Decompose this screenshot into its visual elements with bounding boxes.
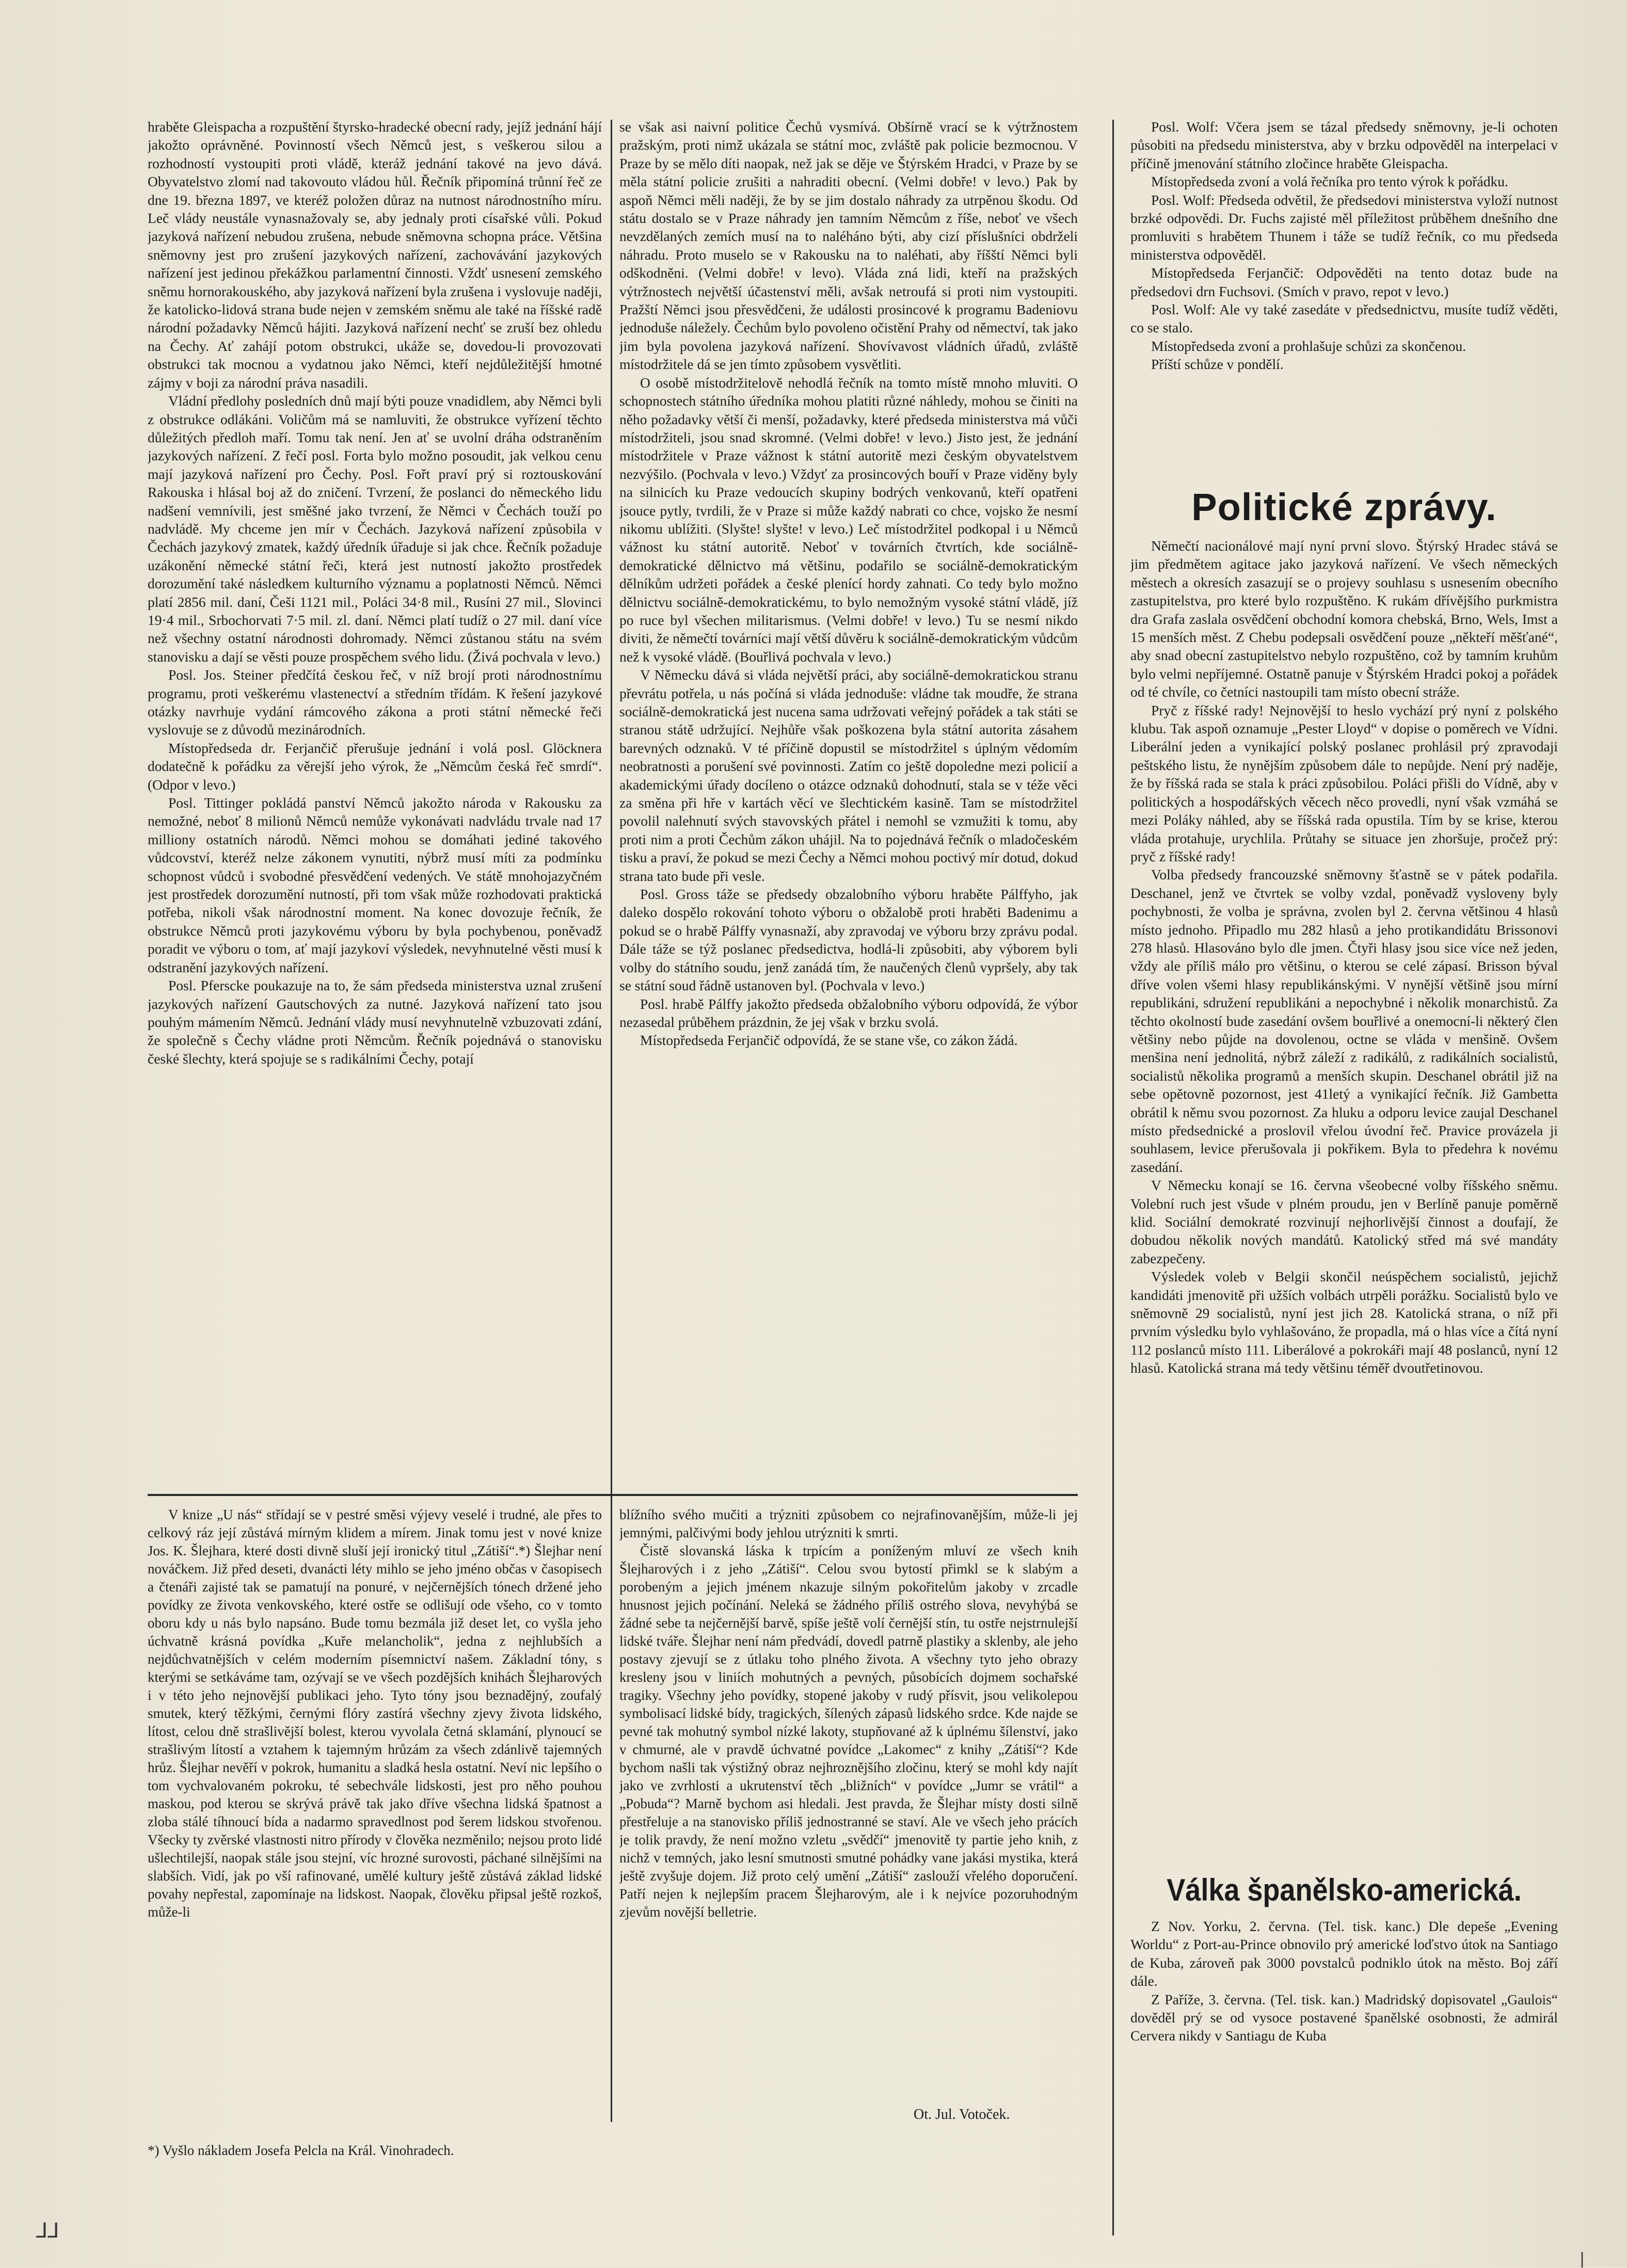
paragraph: Vládní předlohy posledních dnů mají býti pouze vnadidlem, aby Němci byli z obstrukce odlákáni. Voličům má se namluviti, že obstrukce vyřízení těchto důležitých předloh maří. Tomu tak není. Jen ať se uvolní dráha odstraněním jazykových nařízení. Z řečí posl. Forta bylo možno posoudit, jak velkou cenu mají jazyková nařízení pro Čechy. Posl. Fořt praví prý si roztouskování Rakouska i hlásal boj až do zničení. Tvrzení, že poslanci do německého lidu nadšení vemnívili, jest směšné jako tvrzení, že Němci v Čechách touží po nadvládě. My chceme jen mír v Čechách. Jazyková nařízení způsobila v Čechách jazykový zmatek, každý úředník úřaduje si jak chce. Řečník požaduje uzákonění německé státní řeči, která jest nutností jakožto prostředek dorozumění také následkem kulturního významu a poplatnosti Němců. Němci platí 2856 mil. daní, Češi 1121 mil., Poláci 34·8 mil., Rusíni 27 mil., Slovinci 19·4 mil., Srbochorvati 7·5 mil. zl. daní. Němci platí tudíž o 27 mil. daní více než všechny ostatní národnosti dohromady. Němci zůstanou státu na svém stanovisku a dají se věsti pouze prospěchem svého lidu. (Živá pochvala v levo.): [148, 393, 602, 665]
paragraph: Posl. Pferscke poukazuje na to, že sám předseda ministerstva uznal zrušení jazykových nařízení Gautschových za nutné. Jazyková nařízení tato jsou pouhým mámením Němců. Jednání vlády musí nevyhnutelně vzbuzovati zdání, že společně s Čechy vládne proti Němcům. Řečník pojednává o stanovisku české šlechty, která spojuje se s radikálními Čechy, potají: [148, 977, 602, 1067]
paragraph: V knize „U nás“ střídají se v pestré směsi výjevy veselé i trudné, ale přes to celkový ráz její zůstává mírným klidem a mírem. Jinak tomu jest v nové knize Jos. K. Šlejhara, které dosti divně sluší její ironický titul „Zátiší“.*) Šlejhar není nováčkem. Již před deseti, dvanácti léty mihlo se jeho jméno občas v časopisech a čtenáři zajisté tak se pamatují na ponuré, v nejčernějších tónech držené jeho povídky ze života venkovského, které ostře se odlišují ode všeho, co v tomto oboru kdy u nás bylo napsáno. Bude tomu bezmála již deset let, co vyšla jeho úchvatně krásná povídka „Kuře melancholik“, jedna z nejhlubších a nejdůchvatnějších v celém moderním písemnictví našem. Základní tóny, s kterými se setkáváme tam, ozývají se ve všech pozdějších knihách Šlejharových i v této jeho nejnovější publikaci jeho. Tyto tóny jsou beznadějný, zoufalý smutek, který těžkými, černými flóry zastírá všechny zjevy života lidského, lítost, celou dně strašlivější bolest, kterou vyvolala četná sklamání, plynoucí se strašlivým lítostí a vztahem k tajemným hrůzám za všech zdánlivě tajemných hrůz. Šlejhar nevěří v pokrok, humanitu a sladká hesla ostatní. Neví nic lepšího o tom vychvalovaném pokroku, té sebechvále lidskosti, jest pro něho pouhou maskou, pod kterou se skrývá právě tak jako dříve všechna lidská špatnost a zloba stálé tíhnoucí bída a nadarmo spravedlnost pod šerem lidskou stvořenou. Všecky ty zvěrské vlastnosti nitro přírody v člověka nezměnilo; nejsou proto lidé ušlechtilejší, naopak stále jsou stejní, víc hrozné surovosti, páchané silnějšími na slabších. Vidí, jak po vší rafinované, umělé kultury ještě zůstává základ lidské povahy nepřestal, zapomínaje na lidskost. Naopak, člověku připsal ještě rozkoš, může-li: [148, 1507, 602, 1920]
paragraph: Posl. hrabě Pálffy jakožto předseda obžalobního výboru odpovídá, že výbor nezasedal průběhem prázdnin, že jej však v brzku svolá.: [619, 995, 1078, 1030]
paragraph: Volba předsedy francouzské sněmovny šťastně se v pátek podařila. Deschanel, jenž ve čtvrtek se volby vzdal, poněvadž vysloveny byly pochybnosti, že volba je správna, zvolen byl 2. června většinou 4 hlasů místo jednoho. Připadlo mu 282 hlasů a jeho protikandidátu Brissonovi 278 hlasů. Hlasováno bylo dle jmen. Čtyři hlasy jsou sice více než jeden, vždy ale příliš málo pro většinu, o kterou se celé zápasí. Brisson býval dříve volen všemi hlasy republikánskými. V nynější většině jsou mírní republikáni, sdružení republikáni a nepochybné i několik monarchistů. Za těchto okolností bude zasedání ovšem bouřlivé a onemocní-li některý člen většiny nebo půjde na dovolenou, octne se vláda v menšině. Ovšem menšina není jednolitá, nýbrž záleží z radikálů, z radikálních socialistů, socialistů několika programů a menších skupin. Deschanel obrátil již na sebe opětovně pozornost, jest 41letý a vynikající řečník. Již Gambetta obrátil k němu svou pozornost. Za hluku a odporu levice zaujal Deschanel místo předsednické a proslovil vřelou úvodní řeč. Pravice provázela ji souhlasem, levice přerušovala ji pokřikem. Byla to předehra k novému zasedání.: [1130, 866, 1558, 1175]
paragraph: V Německu konají se 16. června všeobecné volby říšského sněmu. Volební ruch jest všude v plném proudu, jen v Berlíně panuje poměrně klid. Sociální demokraté rozvinují nejhorlivější činnost a doufají, že dobudou několik nových mandátů. Katolický střed má své mandáty zabezpečeny.: [1130, 1177, 1558, 1266]
paragraph: Z Paříže, 3. června. (Tel. tisk. kan.) Madridský dopisovatel „Gaulois“ dověděl prý se od vysoce postavené španělské osobnosti, že admirál Cervera nikdy v Santiagu de Kuba: [1130, 1991, 1558, 2044]
margin-scribble: ⅃⅃: [36, 2219, 59, 2243]
author-signature: Ot. Jul. Votoček.: [914, 2106, 1010, 2122]
valka-column: [1130, 1917, 1558, 2237]
paragraph: Místopředseda zvoní a volá řečníka pro tento výrok k pořádku.: [1151, 173, 1508, 190]
article-column-3: [1130, 118, 1558, 476]
paragraph: Posl. Jos. Steiner předčítá českou řeč, v níž brojí proti národnostnímu programu, proti veškerému vlastenectví a středním třídám. K řešení jazykové otázky navrhuje vydání rámcového zákona a proti státní německé řeči vyslovuje se z důvodů mezinárodních.: [148, 667, 602, 738]
paragraph: Čistě slovanská láska k trpícím a poníženým mluví ze všech knih Šlejharových i z jeho „Zátiší“. Celou svou bytostí přimkl se k slabým a porobeným a jejich jménem nkazuje silným pokořitelům jakoby v zrcadle hnusnost jejich počínání. Neleká se žádného příliš ostrého slova, nevyhýbá se žádné sebe ta nejčernější barvě, spíše ještě volí černější stín, tu ostře nejstrnulejší lidské tváře. Šlejhar není nám předvádí, dovedl patrně plastiky a sklenby, ale jeho postavy zjevují se z útlaku toho plného života. A všechny tyto jeho obrazy kresleny jsou v liniích mohutných a pevných, působících dojmem sochařské tragiky. Všechny jeho povídky, stopené jakoby v rudý přísvit, jsou velikolepou symbolisací lidské bídy, tragických, šílených zápasů lidského srdce. Kde najde se pevné tak mohutný symbol nízké lakoty, stupňované až k úplnému šílenství, jako v chmurné, ale v pravdě úchvatné povídce „Lakomec“ z knihy „Zátiší“? Kde bychom našli tak výstižný obraz nejhroznějšího zločinu, který se mohl kdy najít jako ve zvrhlosti a ukrutenství těch „bližních“ v povídce „Jumr se vrátil“ a „Pobuda“? Marně bychom asi hledali. Jest pravda, že Šlejhar místy dosti silně přestřeluje a na stanovisko příliš jednostranné se staví. Ale ve všech jeho prácích je tolik pravdy, že není možno vzletu „svědčí“ jmenovitě ty partie jeho knih, z nichž v temných, jako lesní smutnosti smutné pohádky vane jakási mystika, která ještě zvyšuje dojem. Již proto celý umění „Zátiší“ zaslouží vřelého doporučení. Patří nejen k nejlepším pracem Šlejharovým, ale i k nejvíce pozoruhodným zjevům novější belletrie.: [619, 1543, 1078, 1920]
paragraph: hraběte Gleispacha a rozpuštění štyrsko-hradecké obecní rady, jejíž jednání hájí jakožto oprávněné. Povinností všech Němců jest, s veškerou silou a rozhodností vystoupiti proti vládě, kteráž jednání takové na jevo dává. Obyvatelstvo zlomí nad takovouto vládou hůl. Řečník připomíná trůnní řeč ze dne 19. března 1897, ve kteréž položen důraz na nutnost národnostního míru. Leč vlády neustále vynasnažovaly se, aby jednaly proti císařské vůli. Pokud jazyková nařízení nebudou zrušena, nebude sněmovna schopna práce. Většina sněmovny jest pro zrušení jazykových nařízení, zachovávání jazykových nařízení jest jedinou překážkou parlamentní činnosti. Vždť usnesení zemského sněmu hornorakouského, aby jazyková nařízení byla zrušena i vyslovuje naději, že katolicko-lidová strana bude nejen v zemském sněmu ale také na říšské radě národní požadavky Němců hájiti. Jazyková nařízení nechť se zruší bez ohledu na Čechy. Ať zahájí potom obstrukci, ukáže se, dovedou-li provozovati obstrukci tak mocnou a vydatnou jako Němci, kteří nejdůležitější hmotné zájmy v boji za národní práva nasadili.: [148, 119, 602, 391]
paragraph: Výsledek voleb v Belgii skončil neúspěchem socialistů, jejichž kandidáti jmenovitě při užších volbách utrpěli porážku. Socialistů bylo ve sněmovně 29 socialistů, nyní jest jich 28. Katolická strana, o níž při prvním výsledku bylo vyhlašováno, že propadla, má o hlas více a čítá nyní 112 poslanců místo 111. Liberálové a pokrokáři mají 48 poslanců, nyní 12 hlasů. Katolická strana má tedy většinu téměř dvoutřetinovou.: [1130, 1268, 1558, 1376]
paragraph: O osobě místodržitelově nehodlá řečník na tomto místě mnoho mluviti. O schopnostech státního úředníka mohou platiti různé náhledy, mohou se činiti na něho požadavky větší či menší, požadavky, které předseda ministerstva má vůči místodržiteli, jsou snad skromné. (Velmi dobře! v levo.) Jisto jest, že jednání místodržitele v Praze vážnost k státní autoritě mezi českým obyvatelstvem nezvýšilo. (Pochvala v levo.) Vždyť za prosincových bouří v Praze viděny byly na silnicích ku Praze vedoucích skupiny bodrých venkovanů, kteří opatřeni jsouce pytly, tvrdili, že v Praze si může každý nabrati co chce, vojsko že nesmí nikomu ublížiti. (Slyšte! slyšte! v levo.) Leč místodržitel podkopal i u Němců vážnost ku státní autoritě. Neboť v továrních čtvrtích, kde sociálně-demokratické dělnictvo má většinu, podařilo se sociálně-demokratickým dělníkům udržeti pořádek a české plenící hordy zahnati. Co tedy bylo možno dělnictvu sociálně-demokratickému, to bylo nemožným vysoké státní vládě, jíž po ruce byl všechen militarismus. (Velmi dobře! v levo.) Tu se nesmí nikdo diviti, že němečtí továrníci mají větší důvěru k sociálně-demokratickým vůdcům než k vysoké vládě. (Bouřlivá pochvala v levo.): [619, 374, 1078, 665]
paragraph: Posl. Wolf: Včera jsem se tázal předsedy sněmovny, je-li ochoten působiti na předsedu ministerstva, aby v brzku odpověděl na interpelaci v příčině jmenování státního zločince hraběte Gleispacha.: [1130, 119, 1558, 171]
paragraph: Místopředseda dr. Ferjančič přerušuje jednání i volá posl. Glöcknera dodatečně k pořádku za věrejší jeho výrok, že „Němcům česká řeč smrdí“. (Odpor v levo.): [148, 739, 602, 793]
politicke-zpravy-column: [1130, 537, 1558, 1791]
feuilleton-column-1: [148, 1506, 602, 2125]
paragraph: Pryč z říšské rady! Nejnovější to heslo vychází prý nyní z polského klubu. Tak aspoň oznamuje „Pester Lloyd“ v dopise o poměrech ve Vídni. Liberální jeden a vynikající polský poslanec prohlásil prý zpravodaji peštského listu, že nynějším způsobem dále to nepůjde. Není prý naděje, že by říšská rada se stala k práci způsobilou. Poláci přišli do Vídně, aby v politických a hospodářských věcech něco provedli, nyní však vzmáhá se mezi Poláky náhled, aby se říšská rada opustila. Tím by se krise, kterou vláda protahuje, urychlila. Průtahy se situace jen zhoršuje, pročež prý: pryč z říšské rady!: [1130, 702, 1558, 864]
column-rule-right: [1112, 120, 1114, 2235]
feuilleton-column-2: [619, 1506, 1078, 2125]
paragraph: Posl. Gross táže se předsedy obzalobního výboru hraběte Pálffyho, jak daleko dospělo rokování tohoto výboru o obžalobě proti hraběti Badenimu a pokud se o hrabě Pálffy vynasnaží, aby zpravodaj ve výboru brzy zprávu podal. Dále táže se týž poslanec předsedictva, hodlá-li způsobiti, aby výborem byli volby do státního soudu, jenž zanádá tím, že naučených členů vypršely, aby tak se státní soud řádně ustanoven byl. (Pochvala v levo.): [619, 886, 1078, 994]
paragraph: Posl. Tittinger pokládá panství Němců jakožto národa v Rakousku za nemožné, neboť 8 milionů Němců nemůže vykonávati nadvládu trvale nad 17 milliony ostatních národů. Němci mohou se domáhati jediné takového vůdcovství, kteréž nelze zákonem vynutiti, nýbrž musí míti za podmínku schopnost vůdců i svobodné přesvědčení vedených. Ve státě mnohojazyčném jest prostředek dorozumění nutností, při tom však může rozhodovati praktická potřeba, nikoli však národnostní moment. Na konec dovozuje řečník, že obstrukce Němců proti jazykovému výboru by byla pochybenou, poněvadž poradit ve výboru o tom, ať mají jazykoví výsledek, nevyhnutelné věsti musí k odstranění jazykových nařízení.: [148, 795, 602, 975]
section-heading-politicke-zpravy: Politické zprávy.: [1191, 486, 1497, 528]
paragraph: Místopředseda Ferjančič odpovídá, že se stane vše, co zákon žádá.: [640, 1032, 1018, 1049]
paragraph: Z Nov. Yorku, 2. června. (Tel. tisk. kanc.) Dle depeše „Evening Worldu“ z Port-au-Prince obnovilo prý americké loďstvo útok na Santiago de Kuba, zároveň pak 3000 povstalců podniklo útok na město. Boj září dále.: [1130, 1918, 1558, 1989]
paragraph: Posl. Wolf: Předseda odvětil, že předsedovi ministerstva vyloží nutnost brzké odpovědi. Dr. Fuchs zajisté měl příležitost průběhem dnešního dne promluviti s hrabětem Thunem i táže se tudíž řečník, co mu předseda ministerstva odpověděl.: [1130, 191, 1558, 263]
section-heading-valka: Válka španělsko-americká.: [1167, 1873, 1522, 1907]
paragraph: Posl. Wolf: Ale vy také zasedáte v předsednictvu, musíte tudíž věděti, co se stalo.: [1130, 301, 1558, 336]
paragraph: Místopředseda zvoní a prohlašuje schůzi za skončenou.: [1151, 337, 1466, 354]
article-column-1: [148, 118, 602, 1459]
paragraph: Němečtí nacionálové mají nyní první slovo. Štýrský Hradec stává se jim předmětem agitace jako jazyková nařízení. Ve všech německých městech a okresích zasazují se o projevy souhlasu s usnesením obecního zastupitelstva, pro které bylo rozpuštěno. K rukám dřívějšího purkmistra dra Grafa zaslala osvědčení obchodní komora chebská, Brno, Wels, Imst a 15 menších měst. Z Chebu podepsali osvědčení pouze „někteří měšťané“, aby snad obecní zastupitelstvo nebylo rozpuštěno, což by tamním kruhům bylo velmi nepříjemné. Ostatně panuje v Štýrském Hradci pokoj a pořádek od té chvíle, co četníci nastoupili tam místo obecní stráže.: [1130, 538, 1558, 700]
paragraph: V Německu dává si vláda největší práci, aby sociálně-demokratickou stranu převrátu potřela, u nás počíná si vláda jednoduše: vládne tak moudře, že strana sociálně-demokratická jest nucena sama udržovati veřejný pořádek a tak státi se stranou státě udržující. Nejhůře však poškozena byla státní autorita zásahem barevných odznaků. V té příčině dopustil se místodržitel s úplným vědomím neobratnosti a porušení své povinnosti. Zatím co ještě dopoledne mezi policií a akademickými úřady docíleno o otázce odznaků dohodnutí, stala se v téže věci za směna při hře v kartách věcí ve šlechtickém kasině. Tam se místodržitel povolil nalehnutí svých stavovských přátel i nemohl se vzmužiti k tomu, aby proti nim a proti Čechům zákon uhájil. Na to pojednává řečník o mladočeském tisku a praví, že pokud se mezi Čechy a Němci mohou poctivý mír dotud, dokud strana tato bude při vesle.: [619, 667, 1078, 884]
paragraph: se však asi naivní politice Čechů vysmívá. Obšírně vrací se k výtržnostem pražským, proti nimž ukázala se státní moc, zvláště pak policie bezmocnou. V Praze by se mělo díti naopak, než jak se děje ve Štýrském Hradci, v Praze by se měla státní policie zrušiti a nahraditi obecní. (Velmi dobře! v levo.) Pak by aspoň Němci měli naději, že by se jim dostalo náhrady za utrpěnou škodu. Od státu dostalo se v Praze náhrady jen tamním Němcům z říše, neboť ve všech nevzdělaných zemích musí na to naléháno býti, aby cizí příslušníci obdrželi náhradu. Proto muselo se v Rakousku na to naléhati, aby říšští Němci byli odškodněni. (Velmi dobře! v levo). Vláda zná lidi, kteří na pražských výtržnostech největší účastenství měli, avšak netroufá si proti nim vystoupiti. Pražští Němci jsou přesvědčeni, že události prosincové k programu Badeniovu jednoduše náležely. Čechům bylo povoleno očistění Prahy od němectví, tak jako jim byla povolena jazyková nařízení. Shovívavost vládních úřadů, zvláště místodržitele dá se jen tímto způsobem vysvětliti.: [619, 119, 1078, 373]
margin-mark: |: [1580, 2250, 1585, 2268]
footnote: *) Vyšlo nákladem Josefa Pelcla na Král. Vinohradech.: [148, 2143, 454, 2158]
article-column-2: [619, 118, 1078, 1521]
paragraph: Příští schůze v pondělí.: [1151, 356, 1284, 373]
column-rule-left: [611, 120, 612, 2122]
paragraph: Místopředseda Ferjančič: Odpověděti na tento dotaz bude na předsedovi drn Fuchsovi. (Smích v pravo, repot v levo.): [1130, 265, 1558, 299]
paragraph: blížního svého mučiti a trýzniti způsobem co nejrafinovanějším, může-li jej jemnými, palčivými body jehlou utrýzniti k smrti.: [619, 1507, 1078, 1540]
